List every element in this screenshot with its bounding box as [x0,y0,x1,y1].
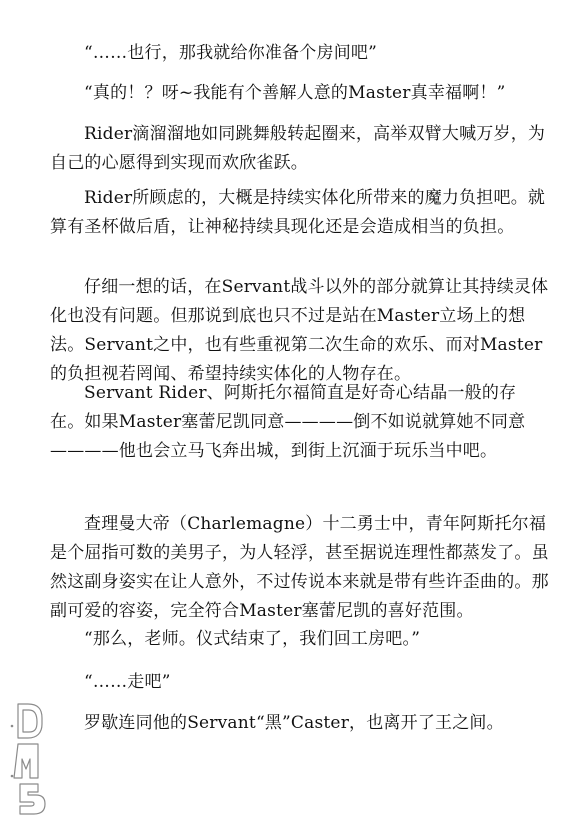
paragraph: “真的！？呀~我能有个善解人意的Master真幸福啊！” [84,83,506,103]
paragraph: 罗歇连同他的Servant“黑”Caster，也离开了王之间。 [84,713,504,733]
paragraph: Rider滴溜溜地如同跳舞般转起圈来，高举双臂大喊万岁，为自己的心愿得到实现而欢欣雀跃。 [50,124,546,173]
paragraph: “那么，老师。仪式结束了，我们回工房吧。” [84,629,421,649]
paragraph: “……走吧” [84,672,171,692]
watermark-logo [6,700,46,818]
paragraph: Servant Rider、阿斯托尔福简直是好奇心结晶一般的存在。如果Master塞蕾尼凯同意————倒不如说就算她不同意————他也会立马飞奔出城，到街上沉湎于玩乐当中吧。 [50,383,526,461]
paragraph: 查理曼大帝（Charlemagne）十二勇士中，青年阿斯托尔福是个屈指可数的美男子，为人轻浮，甚至据说连理性都蒸发了。虽然这副身姿实在让人意外，不过传说本来就是带有些许歪曲的。那副可爱的容姿，完全符合Master塞蕾尼凯的喜好范围。 [50,514,549,621]
paragraph: 仔细一想的话，在Servant战斗以外的部分就算让其持续灵体化也没有问题。但那说到底也只不过是站在Master立场上的想法。Servant之中，也有些重视第二次生命的欢乐、而对Master的负担视若罔闻、希望持续实体化的人物存在。 [50,277,549,384]
paragraph: Rider所顾虑的，大概是持续实体化所带来的魔力负担吧。就算有圣杯做后盾，让神秘持续具现化还是会造成相当的负担。 [50,188,546,237]
paragraph: “……也行，那我就给你准备个房间吧” [84,43,377,63]
